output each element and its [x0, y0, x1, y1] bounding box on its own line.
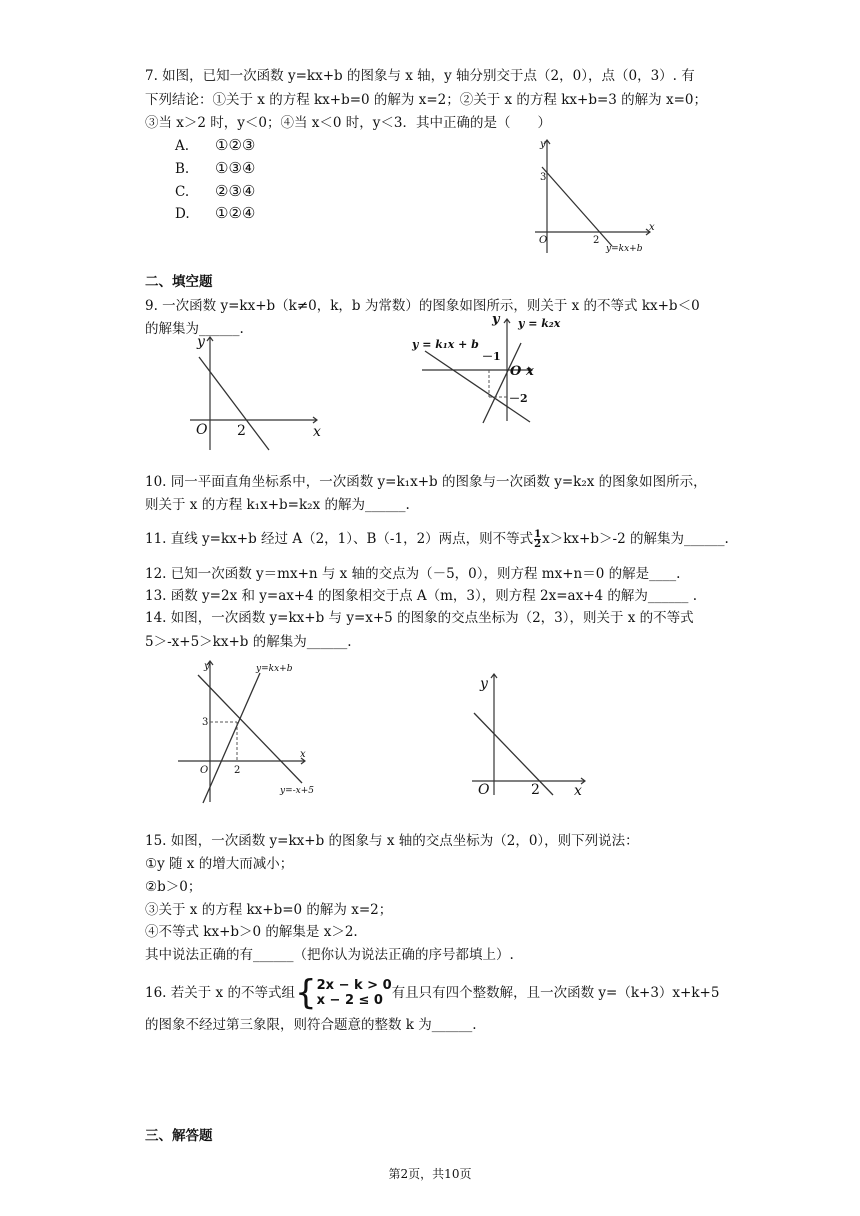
- q15-graph-y-label: y: [480, 676, 488, 692]
- q16-eq2: x − 2 ≤ 0: [316, 993, 383, 1008]
- q10-graph-label-k2: y = k₂x: [518, 317, 561, 330]
- option-letter: C.: [175, 184, 190, 200]
- q15-statement-1: ①y 随 x 的增大而减小；: [145, 856, 294, 872]
- page-footer: 第2页，共10页: [388, 1167, 472, 1181]
- option-text: ①③④: [215, 159, 256, 177]
- q14-graph-y3: 3: [202, 717, 209, 728]
- q14-graph-label-x5: y=-x+5: [280, 786, 315, 796]
- q16-prefix: 16. 若关于 x 的不等式组: [145, 985, 295, 1001]
- q9-line2: 的解集为______.: [145, 321, 244, 337]
- q10-graph: [410, 312, 561, 425]
- option-letter: D.: [175, 206, 190, 222]
- q7-graph-x-label: x: [649, 222, 655, 233]
- q16-eq1: 2x − k > 0: [316, 978, 392, 993]
- q7-option-c[interactable]: [175, 181, 255, 202]
- q9-graph: [185, 332, 335, 457]
- q11: [145, 529, 729, 549]
- q10-graph-label-k1: y = k₁x + b: [412, 338, 479, 351]
- q10-graph-y-label: y: [492, 312, 500, 327]
- q9-graph-x2: 2: [237, 423, 246, 439]
- q16-brace: {: [294, 973, 317, 1013]
- option-letter: A.: [175, 138, 190, 154]
- q15-end: 其中说法正确的有______（把你认为说法正确的序号都填上）.: [145, 947, 514, 963]
- q10-graph-minus1: －1: [482, 350, 501, 363]
- q11-suffix: x＞kx+b＞-2 的解集为______.: [542, 531, 729, 547]
- q15-graph-x2: 2: [531, 782, 540, 798]
- q15-statement-4: ④不等式 kx+b＞0 的解集是 x＞2.: [145, 924, 358, 940]
- q10-graph-x-label: x: [526, 364, 534, 379]
- q7-graph-origin: O: [539, 235, 548, 246]
- q15-graph-origin: O: [478, 782, 490, 798]
- q7-graph-y3: 3: [540, 172, 547, 183]
- q11-fraction-numerator: 1: [534, 529, 542, 540]
- q10-line1: 10. 同一平面直角坐标系中，一次函数 y=k₁x+b 的图象与一次函数 y=k₂x 的图象如图所示，: [145, 474, 707, 490]
- q12: 12. 已知一次函数 y＝mx+n 与 x 轴的交点为（－5，0），则方程 mx+n＝0 的解是____.: [145, 566, 681, 582]
- q14-graph-origin: O: [200, 765, 209, 776]
- q7-option-b[interactable]: [175, 158, 255, 179]
- q10-graph-minus2: －2: [509, 392, 528, 405]
- q9-line1: 9. 一次函数 y=kx+b（k≠0，k，b 为常数）的图象如图所示，则关于 x 的不等式 kx+b＜0: [145, 298, 700, 314]
- q7-graph-line-label: y=kx+b: [606, 244, 643, 254]
- q11-prefix: 11. 直线 y=kx+b 经过 A（2，1）、B（-1，2）两点，则不等式: [145, 531, 534, 547]
- q15-statement-3: ③关于 x 的方程 kx+b=0 的解为 x=2；: [145, 902, 393, 918]
- q7-graph-y-label: y: [540, 139, 546, 150]
- q14-line2: 5＞-x+5＞kx+b 的解集为______.: [145, 634, 352, 650]
- q10-graph-origin: O: [510, 364, 522, 379]
- q11-fraction: [534, 530, 541, 549]
- q15-statement-2: ②b＞0；: [145, 879, 202, 895]
- q7-graph-x2: 2: [593, 235, 600, 246]
- q16-suffix: 有且只有四个整数解，且一次函数 y=（k+3）x+k+5: [391, 985, 720, 1001]
- q7-line3: ③当 x＞2 时，y＜0；④当 x＜0 时，y＜3．其中正确的是（ ）: [145, 115, 552, 131]
- q7-line1: 7. 如图，已知一次函数 y=kx+b 的图象与 x 轴，y 轴分别交于点（2，0），点（0，3）. 有: [145, 68, 695, 84]
- q14-line1: 14. 如图，一次函数 y=kx+b 与 y=x+5 的图象的交点坐标为（2，3），则关于 x 的不等式: [145, 610, 694, 626]
- option-text: ①②③: [215, 136, 256, 154]
- q9-graph-origin: O: [196, 422, 208, 438]
- q14-graph-y-label: y: [204, 661, 210, 672]
- option-text: ②③④: [215, 182, 256, 200]
- q7-option-d[interactable]: [175, 203, 255, 224]
- q15-graph-x-label: x: [574, 783, 582, 799]
- q7-option-a[interactable]: [175, 135, 255, 156]
- option-letter: B.: [175, 161, 190, 177]
- option-text: ①②④: [215, 204, 256, 222]
- q9-graph-y-label: y: [197, 334, 205, 350]
- q16-line2: 的图象不经过第三象限，则符合题意的整数 k 为______.: [145, 1017, 477, 1033]
- q15-line1: 15. 如图，一次函数 y=kx+b 的图象与 x 轴的交点坐标为（2，0），则下列说法：: [145, 833, 639, 849]
- q14-graph-x2: 2: [234, 765, 241, 776]
- q7-line2: 下列结论：①关于 x 的方程 kx+b=0 的解为 x=2；②关于 x 的方程 kx+b=3 的解为 x=0；: [145, 92, 707, 108]
- section-title-fill-blank: 二、填空题: [145, 274, 213, 290]
- q13: 13. 函数 y=2x 和 y=ax+4 的图象相交于点 A（m，3），则方程 2x=ax+4 的解为______ .: [145, 588, 697, 604]
- q7-graph: [530, 135, 660, 260]
- q9-graph-x-label: x: [313, 424, 321, 440]
- q16-system: [317, 978, 392, 1008]
- q16-line1: [145, 973, 720, 1013]
- q14-graph-x-label: x: [300, 749, 306, 760]
- q14-graph: [170, 655, 330, 805]
- section-title-answer: 三、解答题: [145, 1128, 213, 1144]
- q11-fraction-denominator: 2: [534, 539, 542, 550]
- q14-graph-label-kxb: y=kx+b: [256, 664, 293, 674]
- q15-graph: [460, 670, 600, 800]
- q10-line2: 则关于 x 的方程 k₁x+b=k₂x 的解为______.: [145, 497, 410, 513]
